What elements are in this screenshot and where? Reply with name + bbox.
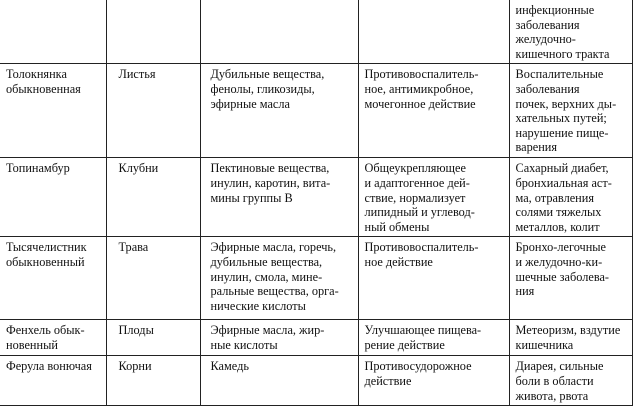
plant-name-cell: Тысячелистник обыкновенный	[0, 237, 106, 320]
plant-part-cell: Корни	[106, 356, 200, 406]
indications-cell: Диарея, сильные боли в области живота, рвота	[509, 356, 632, 406]
pharmacological-action-cell: Противовоспалитель- ное действие	[358, 237, 509, 320]
indications-cell: Бронхо-легочные и желудочно-ки- шечные заболева- ния	[509, 237, 632, 320]
active-substances-cell: Пектиновые вещества, инулин, каротин, вита- мины группы В	[200, 158, 358, 237]
plant-part-cell: Трава	[106, 237, 200, 320]
active-substances-cell: Камедь	[200, 356, 358, 406]
active-substances-cell: Эфирные масла, горечь, дубильные вещества, инулин, смола, мине- ральные вещества, орга- нические кислоты	[200, 237, 358, 320]
plant-part-cell: Плоды	[106, 320, 200, 356]
plant-name-cell: Ферула вонючая	[0, 356, 106, 406]
plant-name-cell: Фенхель обык- новенный	[0, 320, 106, 356]
indications-cell: Метеоризм, вздутие кишечника	[509, 320, 632, 356]
plant-part-cell: Клубни	[106, 158, 200, 237]
indications-cell: инфекционные заболевания желудочно- кишечного тракта	[509, 0, 632, 64]
plant-part-cell: Листья	[106, 64, 200, 158]
pharmacological-action-cell: Общеукрепляющее и адаптогенное дей- ствие, нормализует липидный и углевод- ный обмены	[358, 158, 509, 237]
indications-cell: Сахарный диабет, бронхиальная аст- ма, отравления солями тяжелых металлов, колит	[509, 158, 632, 237]
active-substances-cell	[200, 0, 358, 64]
plant-part-cell	[106, 0, 200, 64]
active-substances-cell: Дубильные вещества, фенолы, гликозиды, эфирные масла	[200, 64, 358, 158]
pharmacological-action-cell: Улучшающее пищева- рение действие	[358, 320, 509, 356]
table-row	[0, 158, 632, 237]
pharmacological-action-cell	[358, 0, 509, 64]
plant-name-cell: Толокнянка обыкновенная	[0, 64, 106, 158]
table-row	[0, 320, 632, 356]
pharmacological-action-cell: Противосудорожное действие	[358, 356, 509, 406]
pharmacological-action-cell: Противовоспалитель- ное, антимикробное, мочегонное действие	[358, 64, 509, 158]
indications-cell: Воспалительные заболевания почек, верхних ды- хательных путей; нарушение пище- варения	[509, 64, 632, 158]
plant-name-cell	[0, 0, 106, 64]
table-row	[0, 237, 632, 320]
table-row	[0, 64, 632, 158]
active-substances-cell: Эфирные масла, жир- ные кислоты	[200, 320, 358, 356]
table-row	[0, 356, 632, 406]
plant-name-cell: Топинамбур	[0, 158, 106, 237]
table-row	[0, 0, 632, 64]
